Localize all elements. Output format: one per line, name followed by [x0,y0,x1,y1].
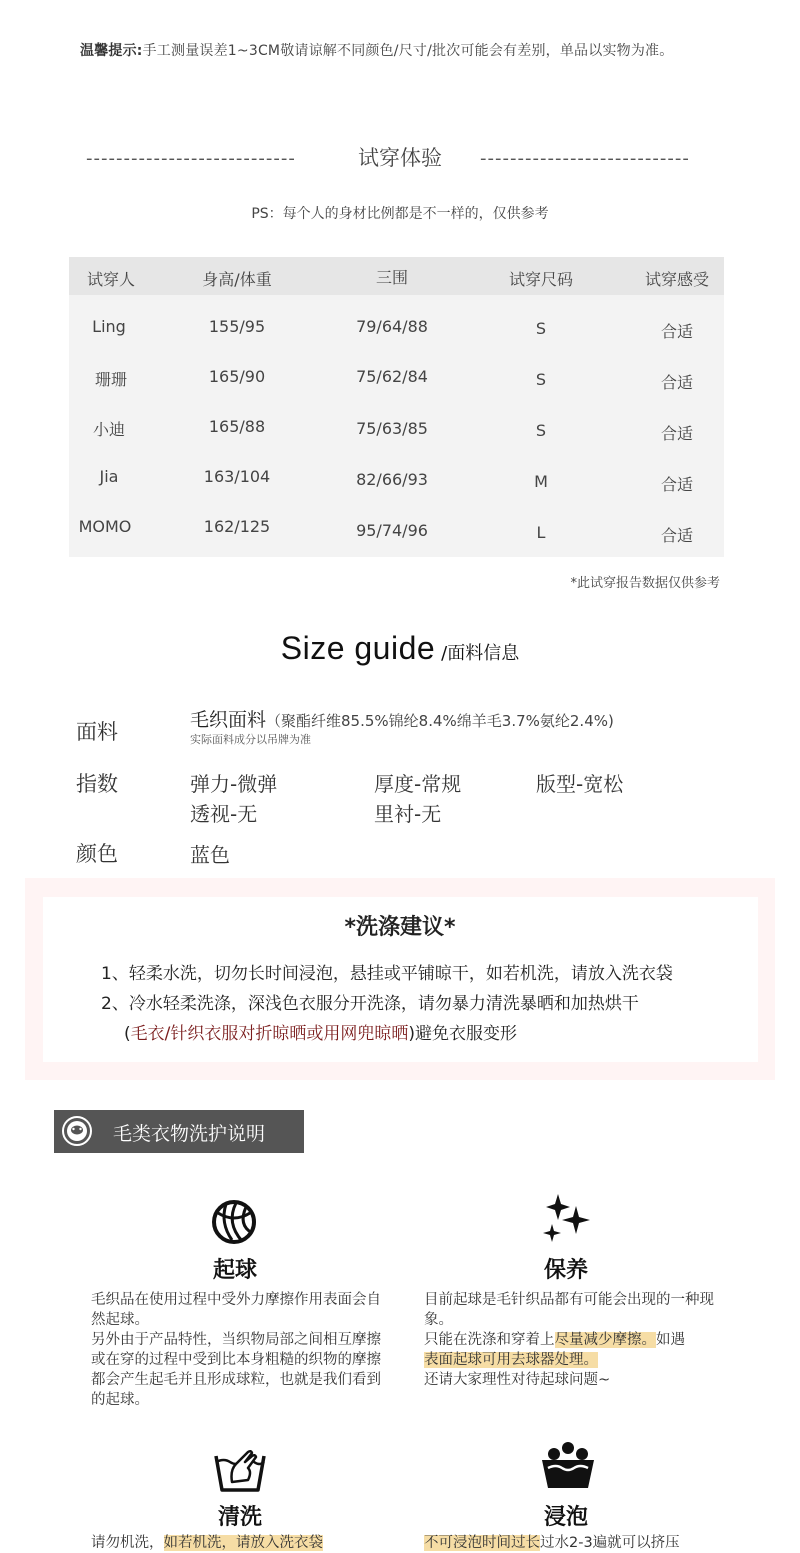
maintain-text-c: 如遇 [656,1332,685,1348]
cell-measurements: 95/74/96 [356,521,428,540]
trial-note: *此试穿报告数据仅供参考 [570,576,720,591]
cell-size: L [536,523,546,542]
soak-title: 浸泡 [543,1505,588,1530]
trial-title: 试穿体验 [358,146,442,170]
cell-tester: 小迪 [92,420,126,439]
washing-text-1: 请勿机洗， [91,1535,164,1551]
cell-measurements: 75/62/84 [356,367,428,386]
header-feel: 试穿感受 [644,270,710,289]
fabric-name: 毛织面料 [190,709,267,731]
size-guide-heading [0,630,800,667]
cell-tester: Ling [92,317,126,336]
maintain-paragraph-3: 还请大家理性对待起球问题~ [424,1372,611,1388]
header-height-weight: 身高/体重 [202,270,272,289]
size-guide-title: Size guide [280,630,436,666]
maintain-text-a: 只能在洗涤和穿着上 [424,1332,555,1348]
table-header [69,257,724,295]
color-label: 颜色 [76,842,118,866]
cell-height-weight: 165/90 [208,367,266,386]
pilling-text [91,1290,391,1410]
wash-line-2: 2、冷水轻柔洗涤，深浅色衣服分开洗涤，请勿暴力清洗暴晒和加热烘干 [101,994,639,1014]
notice [80,40,673,60]
maintain-highlight-2: 表面起球可用去球器处理。 [424,1352,598,1368]
maintain-paragraph-2 [424,1330,724,1370]
sheer-value: 透视-无 [190,802,258,826]
maintain-highlight-1: 尽量减少摩擦。 [554,1332,656,1348]
sparkle-icon [538,1190,594,1246]
soak-highlight: 不可浸泡时间过长 [424,1535,540,1551]
cell-tester: 珊珊 [94,370,128,389]
cell-height-weight: 155/95 [208,317,266,336]
cell-height-weight: 163/104 [203,467,271,486]
pilling-paragraph-2: 另外由于产品特性，当织物局部之间相互摩擦或在穿的过程中受到比本身粗糙的织物的摩擦都会产生起毛并且形成球粒，也就是我们看到的起球。 [91,1332,381,1408]
fabric-info [190,705,614,732]
cell-tester: Jia [99,467,119,486]
trial-ps: PS：每个人的身材比例都是不一样的，仅供参考 [251,206,549,222]
trial-table [69,257,724,557]
pilling-title: 起球 [212,1258,257,1283]
maintain-paragraph-1: 目前起球是毛针织品都有可能会出现的一种现象。 [424,1292,714,1328]
wash-line-3-open: ( [124,1024,131,1044]
cell-measurements: 79/64/88 [356,317,428,336]
soak-text-2: 过水2-3遍就可以挤压 [540,1535,680,1551]
header-size: 试穿尺码 [508,270,574,289]
fit-value: 版型-宽松 [536,772,624,796]
cell-feel: 合适 [660,424,694,443]
wash-line-1: 1、轻柔水洗，切勿长时间浸泡，悬挂或平铺晾干，如若机洗，请放入洗衣袋 [101,964,673,984]
notice-label: 温馨提示: [80,43,143,59]
divider-left: ---------------------------- [86,148,296,169]
elasticity-value: 弹力-微弹 [190,772,278,796]
pilling-paragraph-1: 毛织品在使用过程中受外力摩擦作用表面会自然起球。 [91,1292,381,1328]
divider-right: ---------------------------- [480,148,690,169]
wash-line-3-rest: )避免衣服变形 [408,1024,518,1044]
cell-feel: 合适 [660,373,694,392]
cell-height-weight: 165/88 [208,417,266,436]
fabric-note: 实际面料成分以吊牌为准 [190,733,311,746]
soak-text [424,1533,724,1553]
index-label: 指数 [76,772,118,796]
washing-title: 清洗 [217,1505,262,1530]
fabric-label: 面料 [76,720,118,744]
color-value: 蓝色 [190,843,230,867]
cell-size: S [535,421,547,440]
maintain-text [424,1290,724,1390]
washing-text [91,1533,391,1553]
wash-line-3 [124,1019,517,1044]
soak-basin-icon [540,1438,596,1494]
yarn-ball-icon [206,1193,262,1249]
size-guide-subtitle: /面料信息 [441,643,520,664]
cell-measurements: 75/63/85 [356,419,428,438]
cell-feel: 合适 [660,526,694,545]
cell-feel: 合适 [660,322,694,341]
washing-highlight: 如若机洗，请放入洗衣袋 [163,1535,323,1551]
cell-size: S [535,370,547,389]
cell-measurements: 82/66/93 [356,470,428,489]
wash-line-3-highlight: 毛衣/针织衣服对折晾晒或用网兜晾晒 [130,1024,409,1044]
sheep-badge-icon [62,1116,92,1146]
lining-value: 里衬-无 [374,802,442,826]
care-banner-title: 毛类衣物洗护说明 [113,1123,266,1145]
wash-title: *洗涤建议* [344,915,456,940]
handwash-icon [212,1442,268,1498]
cell-size: S [535,319,547,338]
header-tester: 试穿人 [86,270,136,289]
thickness-value: 厚度-常规 [374,772,462,796]
care-banner [54,1110,304,1153]
cell-tester: MOMO [78,517,132,536]
maintain-title: 保养 [543,1258,588,1283]
header-measurements: 三围 [375,268,409,287]
cell-size: M [534,472,548,491]
fabric-detail: （聚酯纤维85.5%锦纶8.4%绵羊毛3.7%氨纶2.4%) [266,712,614,730]
cell-feel: 合适 [660,475,694,494]
cell-height-weight: 162/125 [203,517,271,536]
notice-text: 手工测量误差1~3CM敬请谅解不同颜色/尺寸/批次可能会有差别，单品以实物为准。 [142,43,674,59]
